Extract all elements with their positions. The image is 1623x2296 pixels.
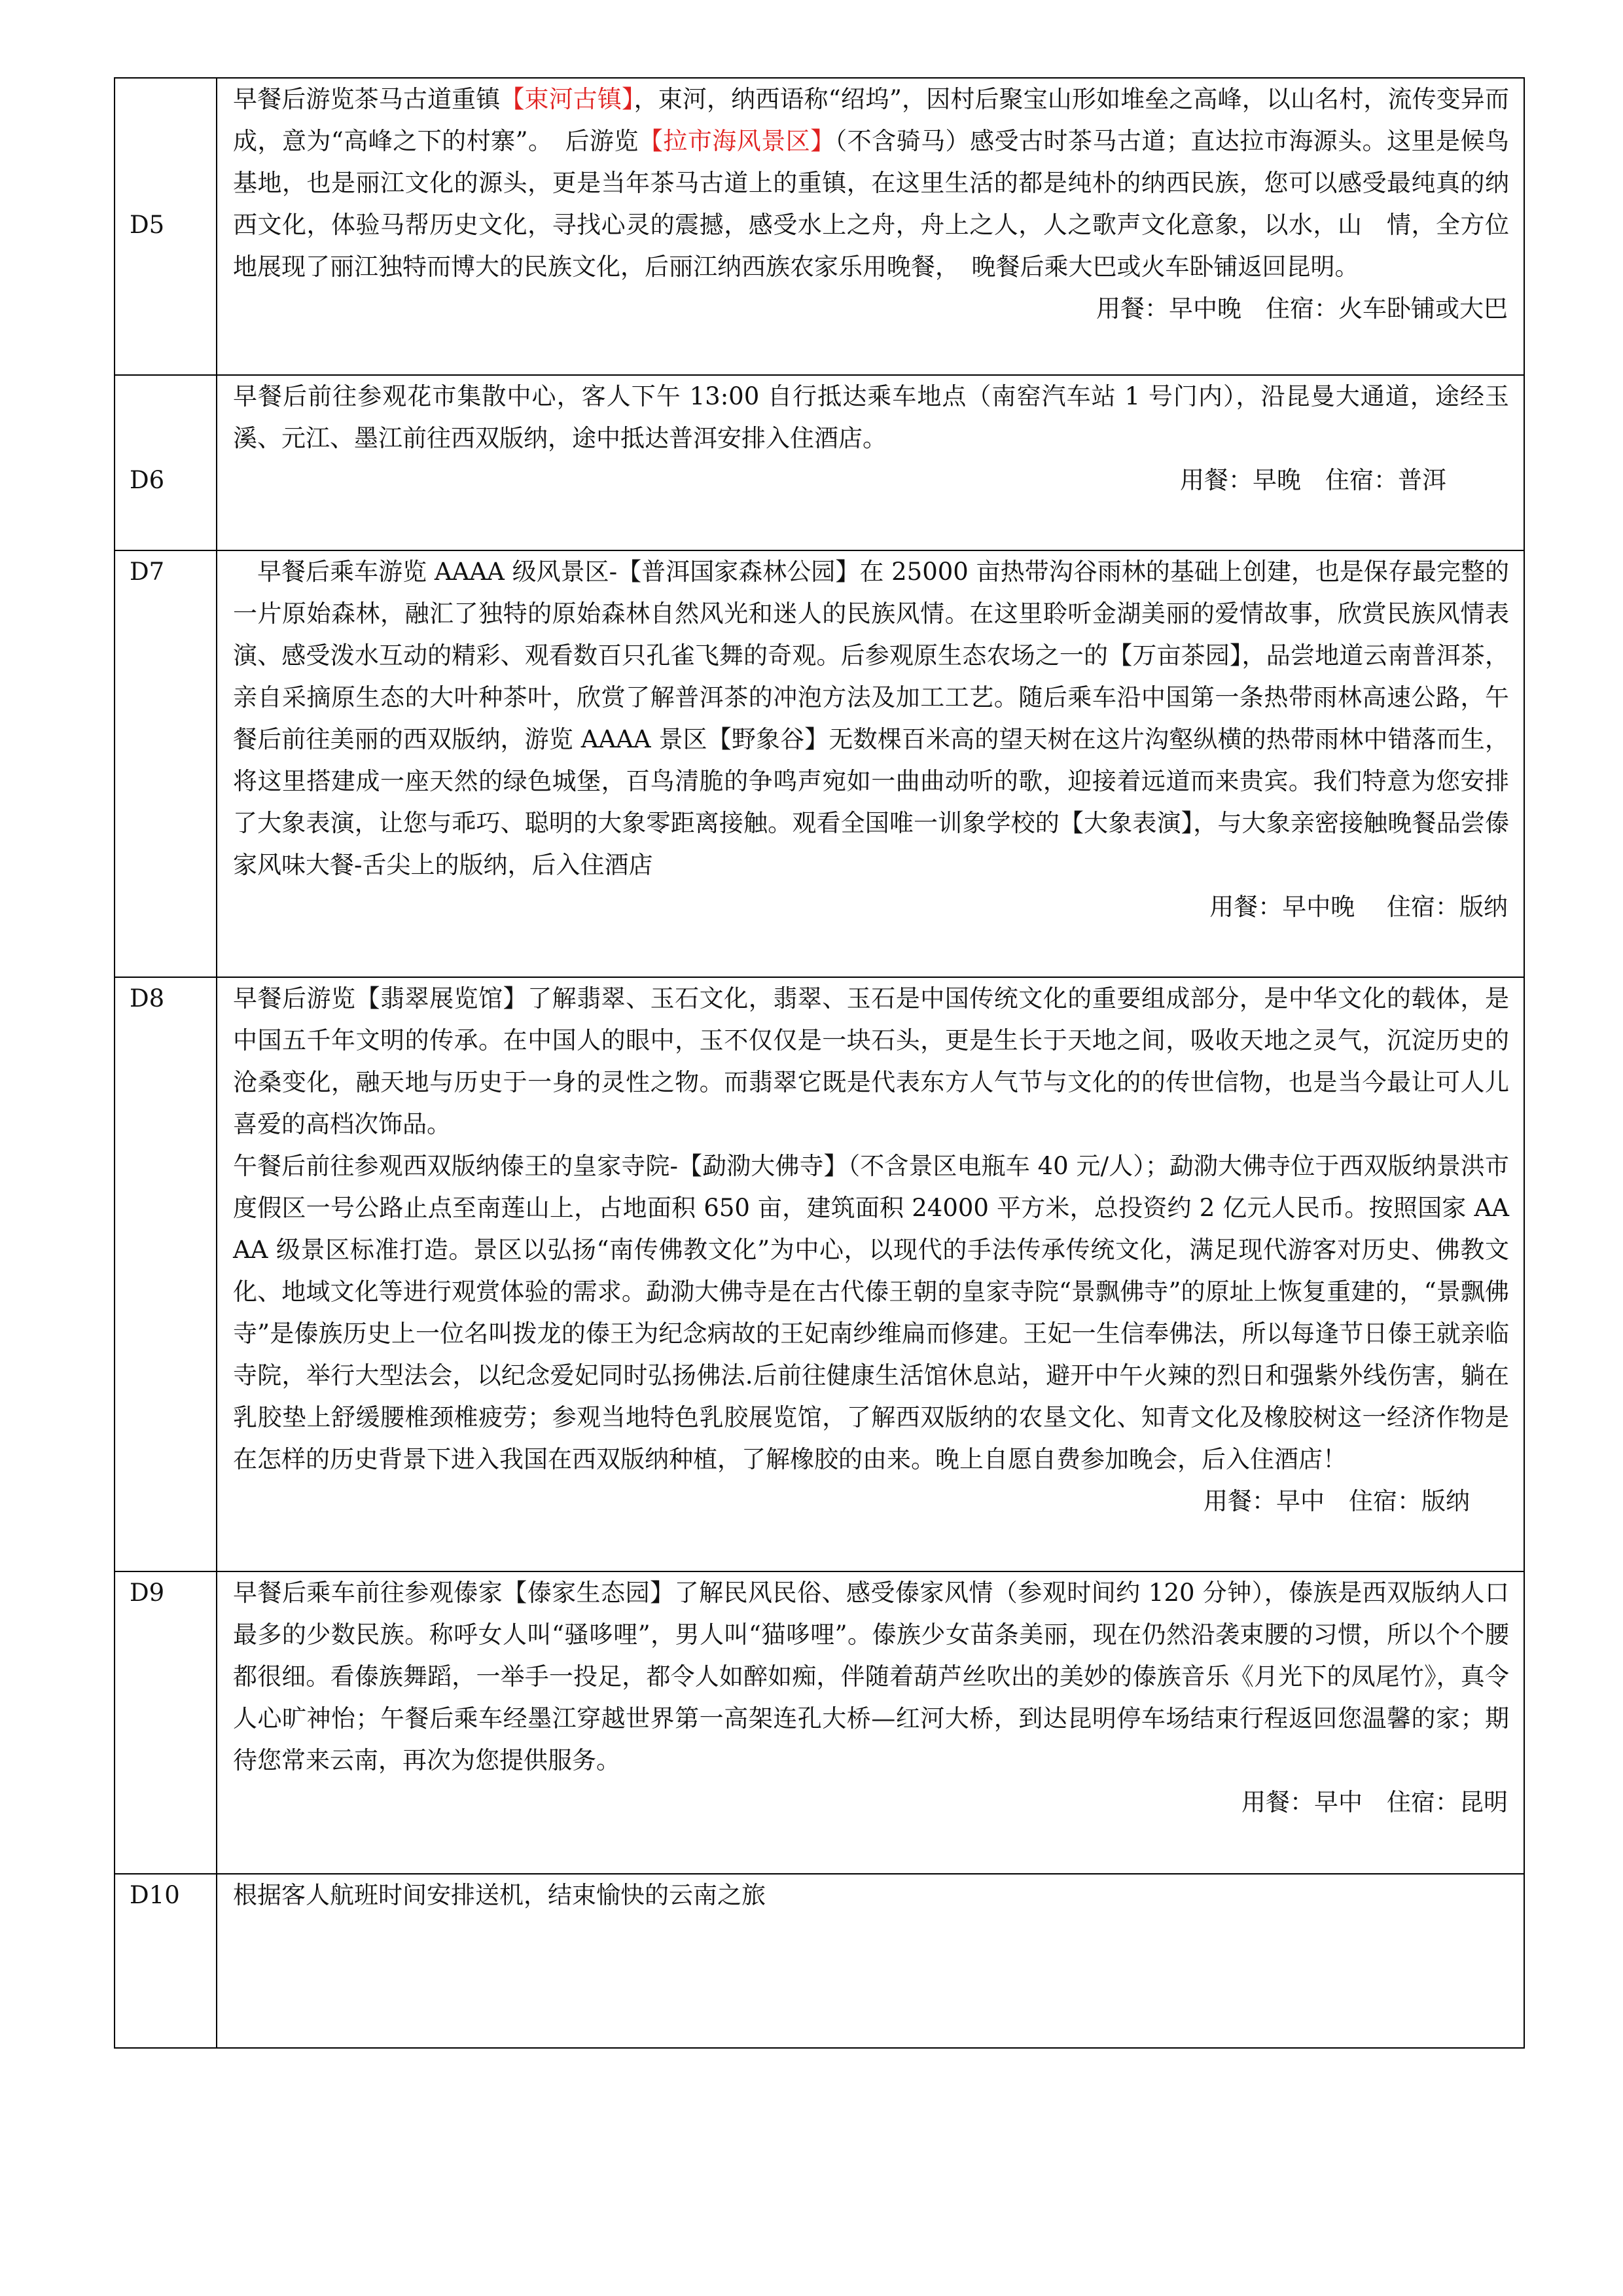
day-label-cell [115, 977, 217, 1571]
day-label-cell [115, 1874, 217, 2048]
day-content-cell [217, 977, 1524, 1571]
meals-lodging: 用餐：早晚 住宿：普洱 [1180, 466, 1446, 494]
day-label: D10 [130, 1881, 180, 1909]
day-label-cell [115, 375, 217, 550]
day-description: 早餐后前往参观花市集散中心，客人下午 13:00 自行抵达乘车地点（南窑汽车站 1 号门内），沿昆曼大通道，途经玉溪、元江、墨江前往西双版纳，途中抵达普洱安排入住酒店。 [233, 382, 1509, 452]
itinerary-table [114, 77, 1525, 2049]
day-label-cell [115, 78, 217, 375]
day-content-cell [217, 1571, 1524, 1874]
day-label-cell [115, 1571, 217, 1874]
day-label: D8 [130, 984, 165, 1013]
desc-text: 午餐后前往参观西双版纳傣王的皇家寺院-【勐泐大佛寺】（不含景区电瓶车 40 元/人）；勐泐大佛寺位于西双版纳景洪市度假区一号公路止点至南莲山上，占地面积 650 亩，建筑面积 24000 平方米，总投资约 2 亿元人民币。按照国家 AAAA 级景区标准打造。景区以弘扬“南传佛教文化”为中心，以现代的手法传承传统文化，满足现代游客对历史、佛教文化、地域文化等进行观赏体验的需求。勐泐大佛寺是在古代傣王朝的皇家寺院“景飘佛寺”的原址上恢复重建的，“景飘佛寺”是傣族历史上一位名叫拨龙的傣王为纪念病故的王妃南纱维扁而修建。王妃一生信奉佛法，所以每逢节日傣王就亲临寺院，举行大型法会，以纪念爱妃同时弘扬佛法.后前往健康生活馆休息站，避开中午火辣的烈日和强紫外线伤害，躺在乳胶垫上舒缓腰椎颈椎疲劳；参观当地特色乳胶展览馆，了解西双版纳的农垦文化、知青文化及橡胶树这一经济作物是在怎样的历史背景下进入我国在西双版纳种植，了解橡胶的由来。晚上自愿自费参加晚会，后入住酒店！ [233, 1152, 1509, 1473]
day-description: 早餐后乘车游览 AAAA 级风景区-【普洱国家森林公园】在 25000 亩热带沟谷雨林的基础上创建，也是保存最完整的一片原始森林，融汇了独特的原始森林自然风光和迷人的民族风情。在这里聆听金湖美丽的爱情故事，欣赏民族风情表演、感受泼水互动的精彩、观看数百只孔雀飞舞的奇观。后参观原生态农场之一的【万亩茶园】，品尝地道云南普洱茶，亲自采摘原生态的大叶种茶叶，欣赏了解普洱茶的冲泡方法及加工工艺。随后乘车沿中国第一条热带雨林高速公路，午餐后前往美丽的西双版纳，游览 AAAA 景区【野象谷】无数棵百米高的望天树在这片沟壑纵横的热带雨林中错落而生，将这里搭建成一座天然的绿色城堡，百鸟清脆的争鸣声宛如一曲曲动听的歌，迎接着远道而来贵宾。我们特意为您安排了大象表演，让您与乖巧、聪明的大象零距离接触。观看全国唯一训象学校的【大象表演】，与大象亲密接触晚餐品尝傣家风味大餐-舌尖上的版纳，后入住酒店 [233, 558, 1509, 879]
day-label: D6 [130, 466, 165, 494]
meals-lodging: 用餐：早中 住宿：昆明 [1241, 1788, 1508, 1816]
desc-text: ，束河，纳西语称“绍坞”，因村后聚宝山形如堆垒之高峰，以山名村，流传变异而成，意为“高峰之下的村寨”。 后游览 [233, 85, 1510, 155]
table-row [115, 1571, 1524, 1874]
table-row [115, 375, 1524, 550]
meals-lodging: 用餐：早中晚 住宿：火车卧铺或大巴 [1096, 295, 1508, 323]
highlight-attraction: 【束河古镇】 [500, 85, 634, 113]
day-label-cell [115, 550, 217, 977]
day-content-cell [217, 375, 1524, 550]
day-description [217, 79, 1524, 288]
highlight-attraction: 【拉市海风景区】 [638, 127, 835, 155]
meals-lodging: 用餐：早中 住宿：版纳 [1204, 1487, 1470, 1515]
day-label: D9 [130, 1579, 165, 1607]
day-description: 早餐后乘车前往参观傣家【傣家生态园】了解民风民俗、感受傣家风情（参观时间约 120 分钟），傣族是西双版纳人口最多的少数民族。称呼女人叫“骚哆哩”，男人叫“猫哆哩”。傣族少女苗条美丽，现在仍然沿袭束腰的习惯，所以个个腰都很细。看傣族舞蹈，一举手一投足，都令人如醉如痴，伴随着葫芦丝吹出的美妙的傣族音乐《月光下的凤尾竹》，真令人心旷神怡；午餐后乘车经墨江穿越世界第一高架连孔大桥—红河大桥，到达昆明停车场结束行程返回您温馨的家；期待您常来云南，再次为您提供服务。 [233, 1579, 1509, 1774]
meals-lodging: 用餐：早中晚 住宿：版纳 [1209, 893, 1508, 921]
day-description: 早餐后游览【翡翠展览馆】了解翡翠、玉石文化，翡翠、玉石是中国传统文化的重要组成部分，是中华文化的载体，是中国五千年文明的传承。在中国人的眼中，玉不仅仅是一块石头，更是生长于天地之间，吸收天地之灵气，沉淀历史的沧桑变化，融天地与历史于一身的灵性之物。而翡翠它既是代表东方人气节与文化的的传世信物，也是当今最让可人儿喜爱的高档次饰品。 [233, 984, 1509, 1138]
day-label: D7 [130, 558, 165, 586]
day-content-cell [217, 550, 1524, 977]
table-row [115, 550, 1524, 977]
day-content-cell [217, 78, 1524, 375]
table-row [115, 78, 1524, 375]
desc-text: （不含骑马）感受古时茶马古道；直达拉市海源头。这里是候鸟基地，也是丽江文化的源头，更是当年茶马古道上的重镇，在这里生活的都是纯朴的纳西民族，您可以感受最纯真的纳西文化，体验马帮历史文化，寻找心灵的震撼，感受水上之舟，舟上之人，人之歌声文化意象，以水，山 情，全方位地展现了丽江独特而博大的民族文化，后丽江纳西族农家乐用晚餐， 晚餐后乘大巴或火车卧铺返回昆明。 [233, 127, 1509, 281]
day-content-cell [217, 1874, 1524, 2048]
table-row [115, 1874, 1524, 2048]
table-row [115, 977, 1524, 1571]
day-description: 根据客人航班时间安排送机，结束愉快的云南之旅 [233, 1881, 766, 1909]
day-label: D5 [130, 211, 165, 239]
desc-text: 早餐后游览茶马古道重镇 [233, 85, 501, 113]
day-description [217, 1145, 1524, 1515]
